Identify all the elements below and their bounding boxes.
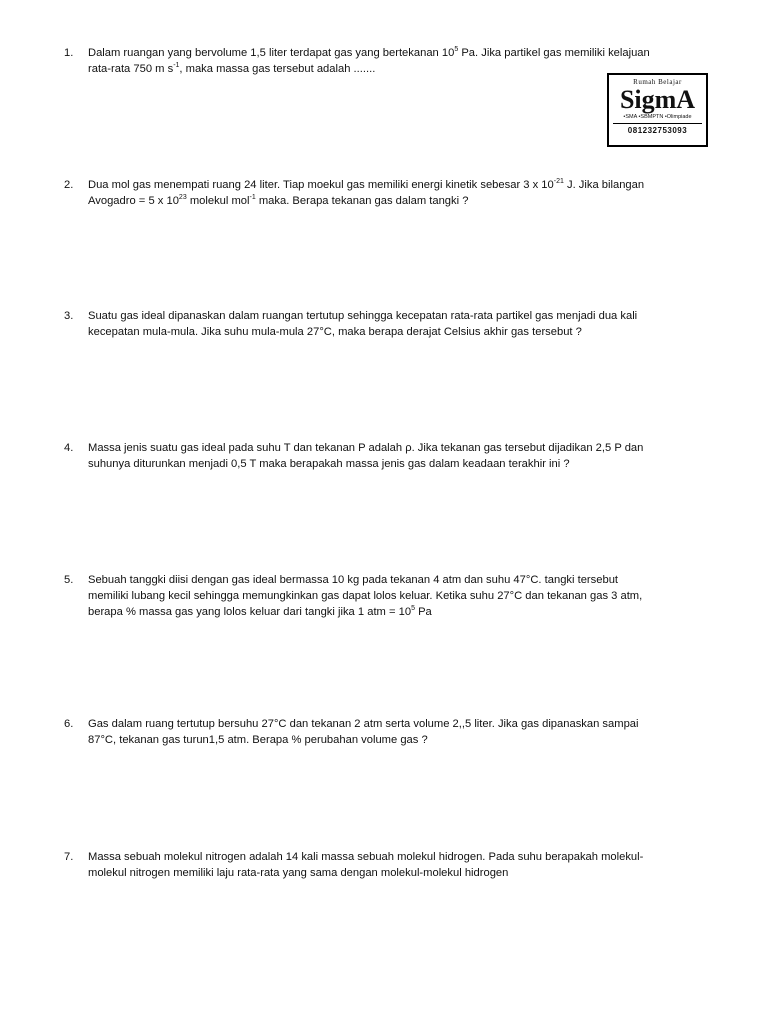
question-number: 2. [64, 179, 74, 191]
question-number: 3. [64, 310, 74, 322]
question-2 [64, 177, 724, 209]
logo-phone: 081232753093 [627, 126, 688, 135]
logo-top-text: Rumah Belajar [633, 78, 682, 86]
question-3 [64, 308, 724, 340]
question-6 [64, 716, 724, 748]
sigma-logo [607, 73, 708, 147]
question-5 [64, 572, 724, 620]
question-text: Massa sebuah molekul nitrogen adalah 14 kali massa sebuah molekul hidrogen. Pada suhu berapakah molekul- molekul nitrogen memiliki laju rata-rata yang sama dengan molekul-molekul hidrogen [88, 851, 644, 879]
logo-divider [613, 123, 702, 124]
question-text: Dua mol gas menempati ruang 24 liter. Tiap moekul gas memiliki energi kinetik sebesar 3 x $10^{-21}$ J. Jika bilangan Avogadro = 5 x $10^{23}$ molekul mol$^{-1}$ maka. Berapa tekanan gas dalam tangki ? [88, 178, 645, 207]
question-text: Sebuah tanggki diisi dengan gas ideal bermassa 10 kg pada tekanan 4 atm dan suhu 47°C. tangki tersebut memiliki lubang kecil sehingga memungkinkan gas dapat lolos keluar. Ketika suhu 27°C dan tekanan gas 3 atm, berapa % massa gas yang lolos keluar dari tangki jika 1 atm = $10^5$ Pa [88, 574, 643, 618]
question-number: 5. [64, 574, 74, 586]
question-4 [64, 440, 724, 472]
question-number: 7. [64, 851, 74, 863]
question-text: Dalam ruangan yang bervolume 1,5 liter terdapat gas yang bertekanan $10^5$ Pa. Jika partikel gas memiliki kelajuan rata-rata 750 m $s^{-1}$, maka massa gas tersebut adalah ....... [88, 46, 650, 75]
logo-brand: SigmA [619, 85, 696, 114]
question-number: 1. [64, 47, 74, 59]
logo-sub-text: •SMA •SBMPTN •Olimpiade [623, 114, 692, 120]
question-text: Massa jenis suatu gas ideal pada suhu T dan tekanan P adalah ρ. Jika tekanan gas tersebut dijadikan 2,5 P dan suhunya diturunkan menjadi 0,5 T maka berapakah massa jenis gas dalam keadaan terakhir ini ? [88, 442, 644, 470]
question-text: Gas dalam ruang tertutup bersuhu 27°C dan tekanan 2 atm serta volume 2,,5 liter. Jika gas dipanaskan sampai 87°C, tekanan gas turun1,5 atm. Berapa % perubahan volume gas ? [88, 718, 639, 746]
question-number: 6. [64, 718, 74, 730]
question-number: 4. [64, 442, 74, 454]
question-7 [64, 849, 724, 881]
question-text: Suatu gas ideal dipanaskan dalam ruangan tertutup sehingga kecepatan rata-rata partikel gas menjadi dua kali kecepatan mula-mula. Jika suhu mula-mula 27°C, maka berapa derajat Celsius akhir gas tersebut ? [88, 310, 638, 338]
question-1 [64, 45, 724, 77]
